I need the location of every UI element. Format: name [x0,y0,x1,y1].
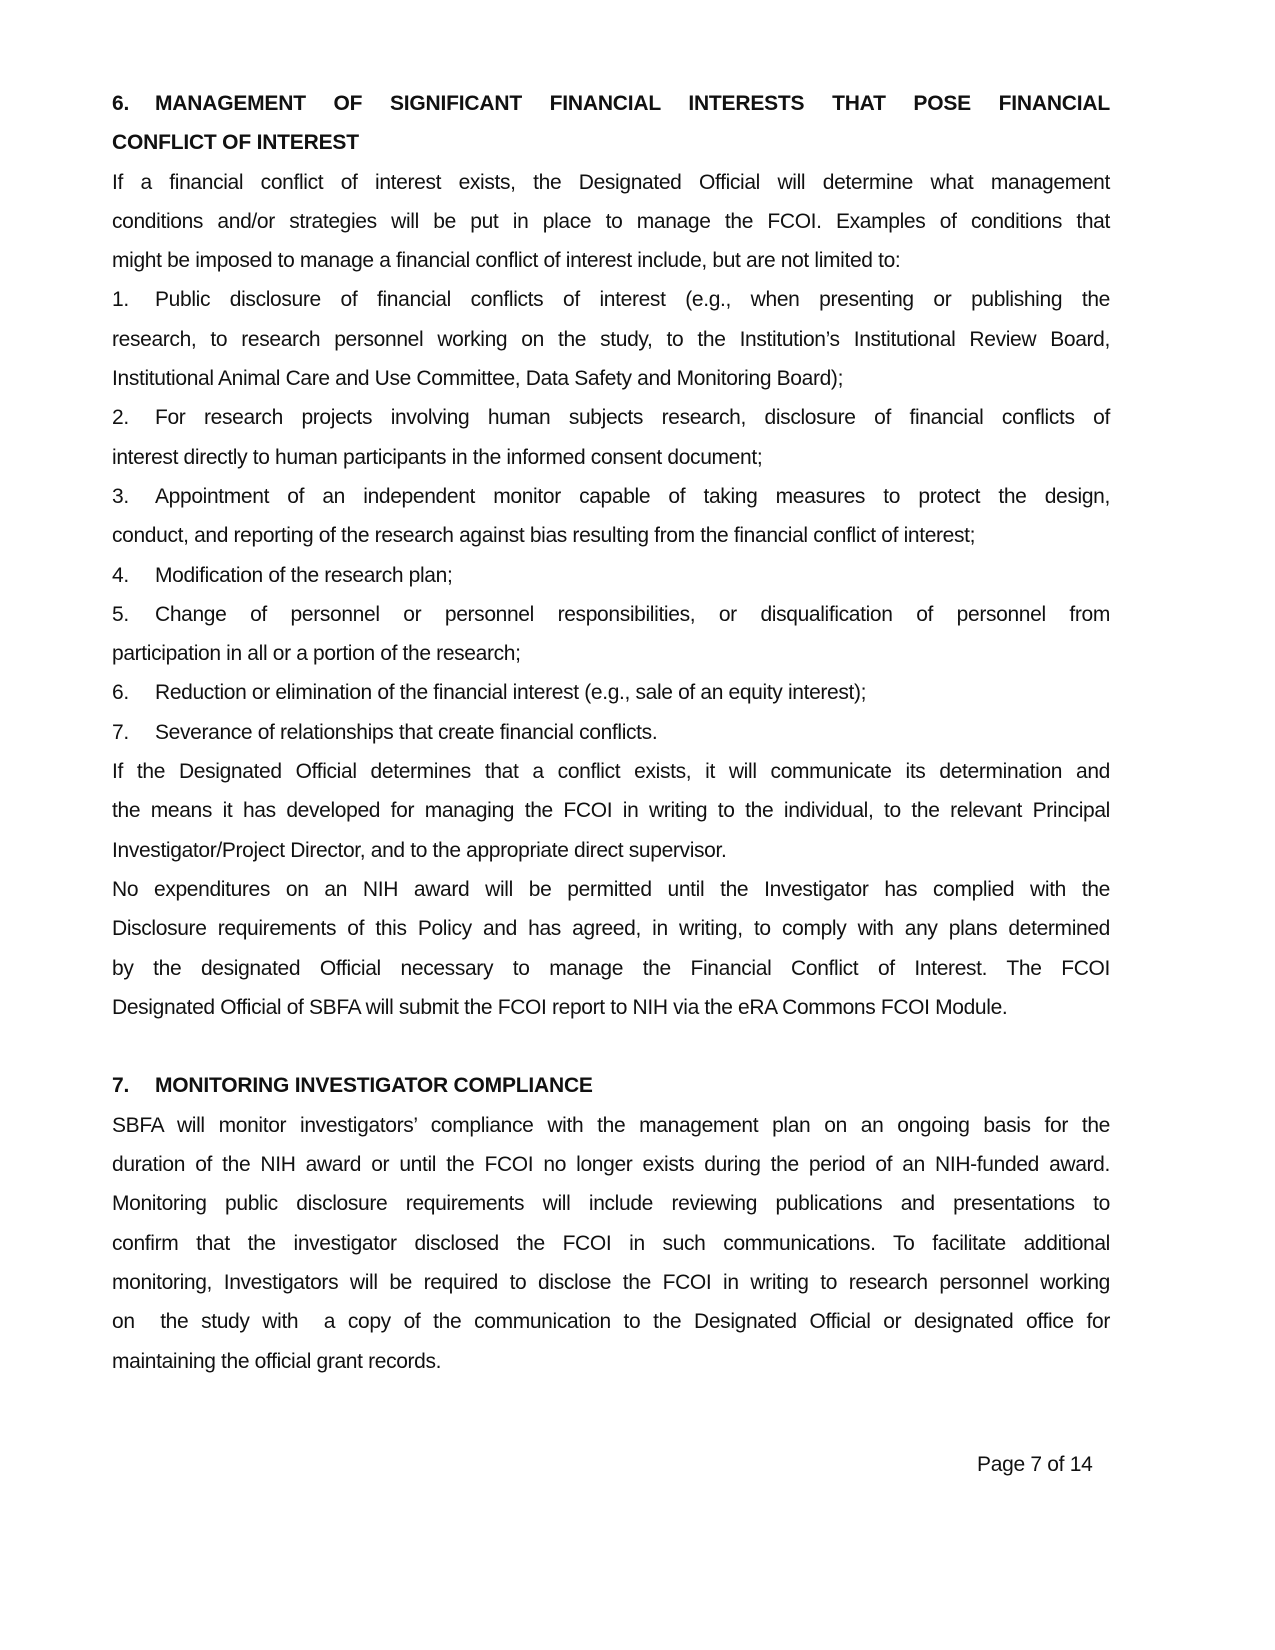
list-item-2-line [112,398,1110,437]
list-item-number: 5. [112,602,129,626]
section-7-number: 7. [112,1074,130,1098]
section-spacer [112,1027,1110,1066]
section-7-paragraph-line: SBFA will monitor investigators’ compliance with the management plan on an ongoing basis for the [112,1113,1110,1137]
section-6-intro-line: conditions and/or strategies will be put in place to manage the FCOI. Examples of conditions that [112,209,1110,233]
list-item-1-line: research, to research personnel working on the study, to the Institution’s Institutional Review Board, [112,327,1110,351]
section-6-intro-line: If a financial conflict of interest exists, the Designated Official will determine what management [112,170,1110,194]
section-6-number: 6. [112,92,130,115]
section-6-title-line-1: MANAGEMENT OF SIGNIFICANT FINANCIAL INTERESTS THAT POSE FINANCIAL [155,92,1110,115]
list-item-number: 3. [112,484,129,508]
list-item-number: 4. [112,563,129,587]
determination-paragraph-line: Investigator/Project Director, and to the appropriate direct supervisor. [112,838,727,862]
list-item-text: Severance of relationships that create financial conflicts. [155,720,658,744]
list-item-4-line [112,556,1110,595]
section-7-paragraph-line: monitoring, Investigators will be required to disclose the FCOI in writing to research personnel working [112,1270,1110,1294]
list-item-6-line [112,673,1110,712]
list-item-text: Change of personnel or personnel responsibilities, or disqualification of personnel from [155,602,1110,626]
list-item-5-line: participation in all or a portion of the research; [112,642,521,666]
list-item-number: 2. [112,406,129,430]
section-7-paragraph-line: maintaining the official grant records. [112,1349,442,1373]
list-item-number: 1. [112,288,129,312]
list-item-text: Reduction or elimination of the financial interest (e.g., sale of an equity interest); [155,681,867,705]
list-item-number: 6. [112,681,129,705]
section-6-intro-line: might be imposed to manage a financial conflict of interest include, but are not limited to: [112,249,901,273]
expenditure-paragraph-line: by the designated Official necessary to manage the Financial Conflict of Interest. The FCOI [112,956,1110,980]
list-item-text: Modification of the research plan; [155,563,453,587]
expenditure-paragraph-line: No expenditures on an NIH award will be permitted until the Investigator has complied with the [112,877,1110,901]
section-7-paragraph-line: on the study with a copy of the communication to the Designated Official or designated office for [112,1310,1110,1334]
section-6-title-line-2: CONFLICT OF INTEREST [112,131,359,155]
section-7-heading [112,1066,1110,1105]
section-7-paragraph-line: duration of the NIH award or until the FCOI no longer exists during the period of an NIH-funded award. [112,1153,1110,1177]
document-page [112,84,1110,1381]
list-item-1-line [112,280,1110,319]
list-item-2-line: interest directly to human participants in the informed consent document; [112,445,763,469]
list-item-text: Appointment of an independent monitor capable of taking measures to protect the design, [155,484,1110,508]
list-item-5-line [112,595,1110,634]
list-item-number: 7. [112,720,129,744]
list-item-3-line [112,477,1110,516]
determination-paragraph-line: the means it has developed for managing the FCOI in writing to the individual, to the relevant Principal [112,799,1110,823]
section-7-paragraph-line: Monitoring public disclosure requirements will include reviewing publications and presentations to [112,1192,1110,1216]
expenditure-paragraph-line: Designated Official of SBFA will submit the FCOI report to NIH via the eRA Commons FCOI Module. [112,995,1008,1019]
section-6-heading-line-1 [112,84,1110,123]
list-item-3-line: conduct, and reporting of the research against bias resulting from the financial conflict of interest; [112,524,976,548]
section-7-paragraph-line: confirm that the investigator disclosed the FCOI in such communications. To facilitate additional [112,1231,1110,1255]
list-item-7-line [112,713,1110,752]
list-item-1-line: Institutional Animal Care and Use Committee, Data Safety and Monitoring Board); [112,367,844,391]
page-number: Page 7 of 14 [977,1453,1093,1476]
list-item-text: For research projects involving human subjects research, disclosure of financial conflicts of [155,406,1110,430]
determination-paragraph-line: If the Designated Official determines that a conflict exists, it will communicate its determination and [112,760,1110,784]
expenditure-paragraph-line: Disclosure requirements of this Policy and has agreed, in writing, to comply with any plans determined [112,917,1110,941]
section-7-title: MONITORING INVESTIGATOR COMPLIANCE [155,1074,593,1098]
list-item-text: Public disclosure of financial conflicts of interest (e.g., when presenting or publishing the [155,288,1110,312]
